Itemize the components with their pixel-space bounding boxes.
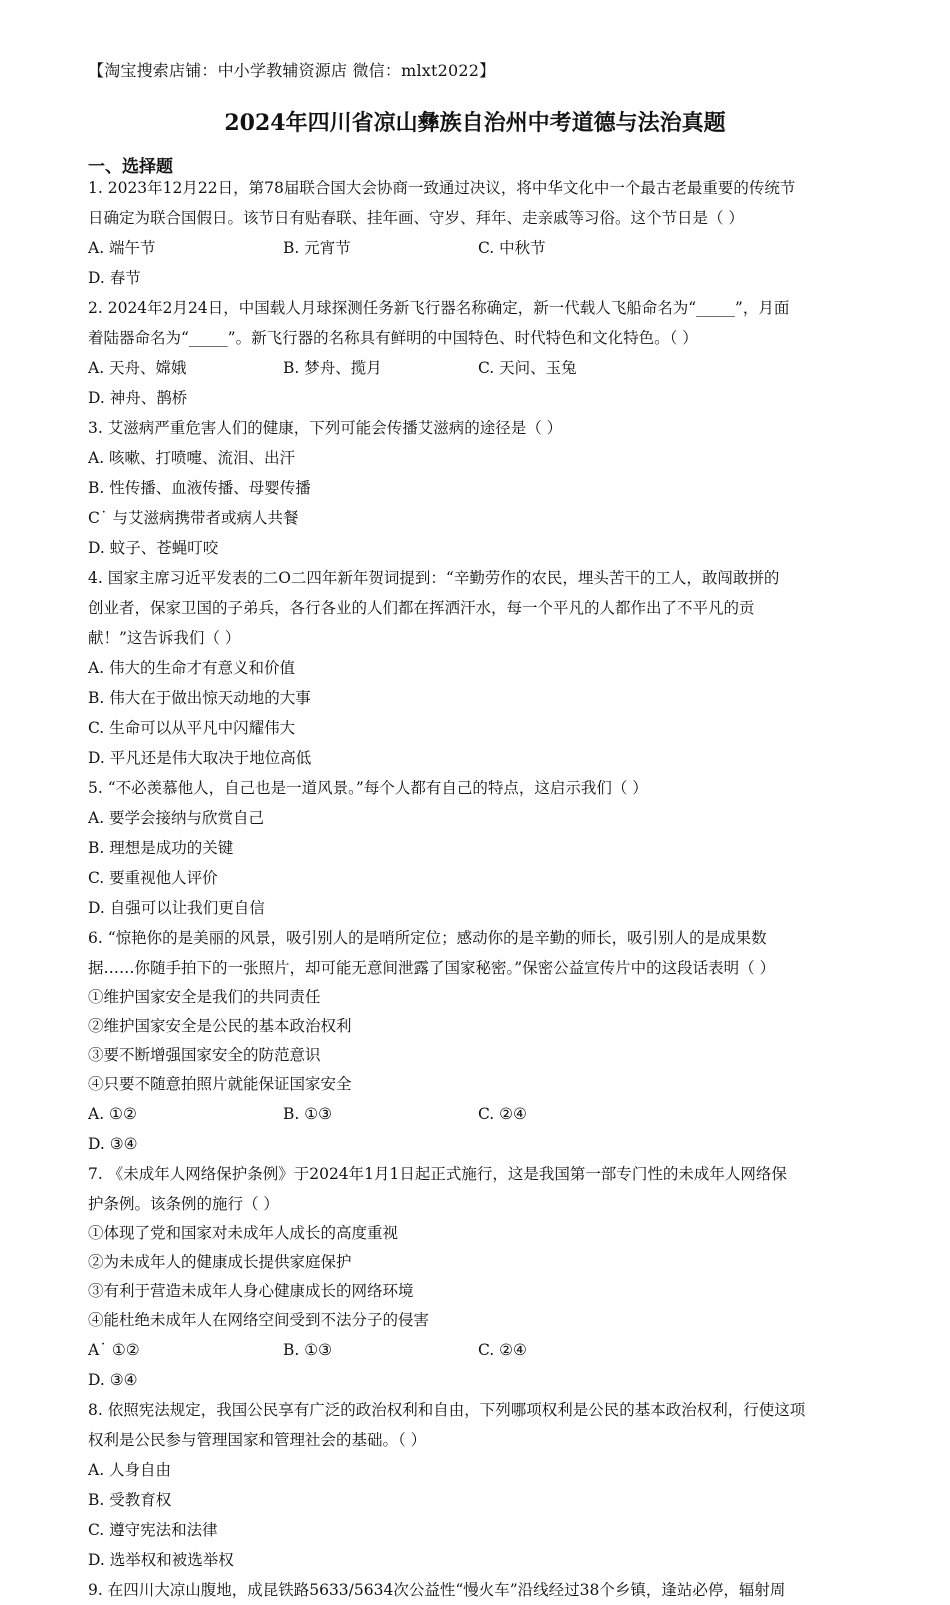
option-d[interactable]: D. 平凡还是伟大取决于地位高低 (88, 749, 312, 767)
option-c[interactable]: C. 生命可以从平凡中闪耀伟大 (88, 719, 296, 737)
option-b[interactable]: B. 理想是成功的关键 (88, 839, 234, 857)
question-stem (88, 1395, 863, 1455)
option-group (88, 353, 863, 413)
question-4 (88, 563, 863, 773)
option-a[interactable]: A. 要学会接纳与欣赏自己 (88, 809, 265, 827)
statement-item: ③有利于营造未成年人身心健康成长的网络环境 (88, 1282, 414, 1300)
statement-item: ①维护国家安全是我们的共同责任 (88, 988, 321, 1006)
option-b[interactable]: B. 梦舟、揽月 (283, 359, 382, 377)
stem-line: 1. 2023年12月22日，第78届联合国大会协商一致通过决议，将中华文化中一个最古老最重要的传统节 (88, 179, 796, 197)
question-9 (88, 1575, 863, 1605)
option-d[interactable]: D. 蚊子、苍蝇叮咬 (88, 539, 219, 557)
option-a[interactable]: A. 人身自由 (88, 1461, 172, 1479)
option-group (88, 233, 863, 293)
stem-line: 2. 2024年2月24日，中国载人月球探测任务新飞行器名称确定，新一代载人飞船命名为“_____”，月面 (88, 299, 790, 317)
option-a[interactable]: A. ①② (88, 1105, 137, 1123)
option-group (88, 1099, 863, 1159)
stem-line: 护条例。该条例的施行（ ） (88, 1195, 279, 1213)
statement-item: ④只要不随意拍照片就能保证国家安全 (88, 1075, 352, 1093)
section-heading: 一、选择题 (88, 157, 173, 177)
option-c[interactable]: C. 要重视他人评价 (88, 869, 218, 887)
option-group (88, 1455, 863, 1575)
stem-line: 权利是公民参与管理国家和管理社会的基础。（ ） (88, 1431, 427, 1449)
question-stem (88, 1575, 863, 1605)
option-a[interactable]: A. 端午节 (88, 239, 156, 257)
option-c[interactable]: C. ②④ (478, 1105, 527, 1123)
question-5 (88, 773, 863, 923)
stem-line: 3. 艾滋病严重危害人们的健康，下列可能会传播艾滋病的途径是（ ） (88, 419, 563, 437)
option-c[interactable]: C˙ 与艾滋病携带者或病人共餐 (88, 509, 299, 527)
stem-line: 6. “惊艳你的是美丽的风景，吸引别人的是哨所定位；感动你的是辛勤的师长，吸引别人的是成果数 (88, 929, 767, 947)
question-stem (88, 173, 863, 233)
stem-line: 日确定为联合国假日。该节日有贴春联、挂年画、守岁、拜年、走亲戚等习俗。这个节日是（ ） (88, 209, 744, 227)
option-c[interactable]: C. ②④ (478, 1341, 527, 1359)
stem-line: 着陆器命名为“_____”。新飞行器的名称具有鲜明的中国特色、时代特色和文化特色。（ ） (88, 329, 698, 347)
question-6 (88, 923, 863, 1159)
option-d[interactable]: D. 自强可以让我们更自信 (88, 899, 265, 917)
statement-item: ②为未成年人的健康成长提供家庭保护 (88, 1253, 352, 1271)
stem-line: 献！”这告诉我们（ ） (88, 629, 241, 647)
question-8 (88, 1395, 863, 1575)
option-a[interactable]: A. 伟大的生命才有意义和价值 (88, 659, 296, 677)
option-group (88, 1335, 863, 1395)
option-group (88, 443, 863, 563)
question-3 (88, 413, 863, 563)
page-title: 2024年四川省凉山彝族自治州中考道德与法治真题 (224, 110, 726, 136)
option-c[interactable]: C. 中秋节 (478, 239, 546, 257)
option-d[interactable]: D. 春节 (88, 269, 141, 287)
option-d[interactable]: D. ③④ (88, 1371, 138, 1389)
stem-line: 7. 《未成年人网络保护条例》于2024年1月1日起正式施行，这是我国第一部专门性的未成年人网络保 (88, 1165, 787, 1183)
question-stem (88, 413, 863, 443)
stem-line: 4. 国家主席习近平发表的二O二四年新年贺词提到：“辛勤劳作的农民，埋头苦干的工人，敢闯敢拼的 (88, 569, 780, 587)
option-b[interactable]: B. 性传播、血液传播、母婴传播 (88, 479, 311, 497)
option-b[interactable]: B. ①③ (283, 1105, 333, 1123)
option-b[interactable]: B. ①③ (283, 1341, 333, 1359)
question-7 (88, 1159, 863, 1395)
question-1 (88, 173, 863, 293)
option-a[interactable]: A. 咳嗽、打喷嚏、流泪、出汗 (88, 449, 296, 467)
statement-item: ④能杜绝未成年人在网络空间受到不法分子的侵害 (88, 1311, 430, 1329)
statement-item: ①体现了党和国家对未成年人成长的高度重视 (88, 1224, 399, 1242)
option-group (88, 803, 863, 923)
statement-list (88, 1219, 863, 1335)
stem-line: 9. 在四川大凉山腹地，成昆铁路5633/5634次公益性“慢火车”沿线经过38个乡镇，逢站必停，辐射周 (88, 1581, 786, 1599)
question-stem (88, 563, 863, 653)
option-d[interactable]: D. ③④ (88, 1135, 138, 1153)
question-2 (88, 293, 863, 413)
option-c[interactable]: C. 天问、玉兔 (478, 359, 577, 377)
shop-header-note: 【淘宝搜索店铺：中小学教辅资源店 微信：mlxt2022】 (88, 61, 496, 80)
statement-item: ②维护国家安全是公民的基本政治权利 (88, 1017, 352, 1035)
option-b[interactable]: B. 受教育权 (88, 1491, 172, 1509)
question-stem (88, 923, 863, 983)
option-c[interactable]: C. 遵守宪法和法律 (88, 1521, 218, 1539)
option-b[interactable]: B. 伟大在于做出惊天动地的大事 (88, 689, 311, 707)
stem-line: 据……你随手拍下的一张照片，却可能无意间泄露了国家秘密。”保密公益宣传片中的这段话表明（ ） (88, 959, 776, 977)
option-a[interactable]: A. 天舟、嫦娥 (88, 359, 187, 377)
option-a[interactable]: A˙ ①② (88, 1341, 140, 1359)
statement-item: ③要不断增强国家安全的防范意识 (88, 1046, 321, 1064)
question-stem (88, 293, 863, 353)
stem-line: 5. “不必羡慕他人，自己也是一道风景。”每个人都有自己的特点，这启示我们（ ） (88, 779, 648, 797)
stem-line: 创业者，保家卫国的子弟兵，各行各业的人们都在挥洒汗水，每一个平凡的人都作出了不平凡的贡 (88, 599, 755, 617)
option-d[interactable]: D. 选举权和被选举权 (88, 1551, 234, 1569)
stem-line: 8. 依照宪法规定，我国公民享有广泛的政治权利和自由，下列哪项权利是公民的基本政治权利，行使这项 (88, 1401, 806, 1419)
statement-list (88, 983, 863, 1099)
question-stem (88, 1159, 863, 1219)
question-list (88, 173, 863, 1605)
option-d[interactable]: D. 神舟、鹊桥 (88, 389, 188, 407)
option-b[interactable]: B. 元宵节 (283, 239, 351, 257)
option-group (88, 653, 863, 773)
question-stem (88, 773, 863, 803)
